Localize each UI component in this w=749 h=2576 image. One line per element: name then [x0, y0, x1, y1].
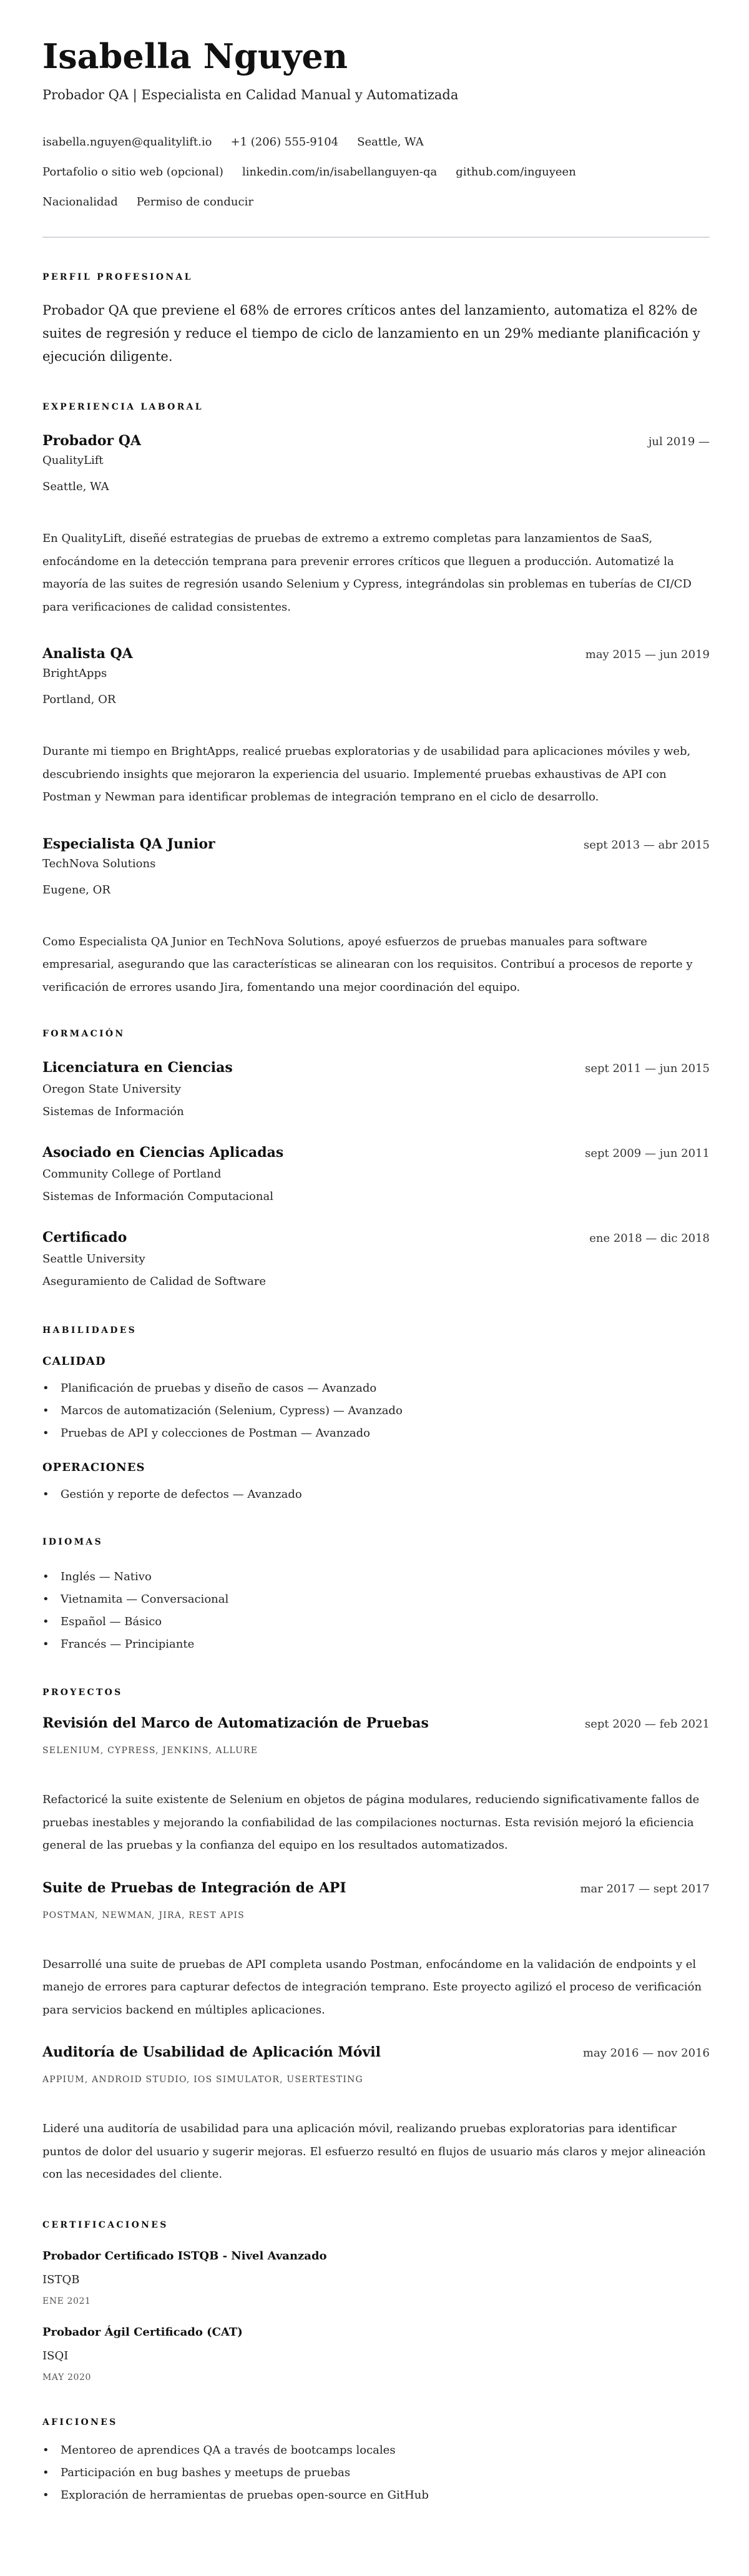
- education-dates: sept 2011 — jun 2015: [585, 1062, 710, 1075]
- education-header: [42, 1058, 710, 1078]
- contact-item[interactable]: isabella.nguyen@qualitylift.io: [42, 135, 212, 149]
- project-title: Auditoría de Usabilidad de Aplicación Móvil: [42, 2044, 381, 2060]
- project-header: [42, 1714, 710, 1734]
- section-heading: EXPERIENCIA LABORAL: [42, 402, 203, 412]
- field-of-study: Sistemas de Información: [42, 1105, 184, 1118]
- school-name: Oregon State University: [42, 1083, 181, 1096]
- section-heading: CERTIFICACIONES: [42, 2220, 169, 2230]
- project-entry: [42, 1714, 710, 1857]
- header-divider: [42, 237, 710, 238]
- education-section: [42, 1028, 710, 1291]
- school-name: Seattle University: [42, 1252, 145, 1266]
- job-title: Especialista QA Junior: [42, 835, 215, 852]
- section-heading: PROYECTOS: [42, 1688, 123, 1698]
- contact-item[interactable]: +1 (206) 555-9104: [230, 135, 339, 149]
- school-name: Community College of Portland: [42, 1168, 222, 1181]
- certification-issuer: ISTQB: [42, 2273, 80, 2286]
- job-header: [42, 644, 710, 664]
- education-header: [42, 1143, 710, 1163]
- contact-row: [42, 134, 710, 150]
- skill-list: [42, 1483, 710, 1506]
- education-entry: [42, 1143, 710, 1206]
- language-item: • Inglés — Nativo: [42, 1566, 710, 1588]
- contact-item: Portafolio o sitio web (opcional): [42, 165, 223, 179]
- contact-item[interactable]: github.com/inguyeen: [456, 165, 576, 179]
- skill-group-heading: OPERACIONES: [42, 1461, 145, 1474]
- hobbies-section: [42, 2416, 710, 2507]
- project-description: Refactoricé la suite existente de Selenium en objetos de página modulares, reduciendo significativamente fallos de pruebas inestables y mejorando la confiabilidad de las compilaciones nocturnas. Esta revisión mejoró la eficiencia general de las pruebas y la confianza del equipo en los resultados automatizados.: [42, 1793, 700, 1852]
- job-header: [42, 431, 710, 451]
- hobby-item: • Exploración de herramientas de pruebas open-source en GitHub: [42, 2484, 710, 2507]
- summary-text: Probador QA que previene el 68% de errores críticos antes del lanzamiento, automatiza el 82% de suites de regresión y reduce el tiempo de ciclo de lanzamiento en un 29% mediante planificación y ejecución diligente.: [42, 303, 700, 364]
- project-header: [42, 1879, 710, 1899]
- project-tech-tags: SELENIUM, CYPRESS, JENKINS, ALLURE: [42, 1746, 258, 1756]
- skills-section: [42, 1324, 710, 1506]
- project-description: Desarrollé una suite de pruebas de API completa usando Postman, enfocándome en la validación de endpoints y el manejo de errores para capturar defectos de integración temprano. Este proyecto agilizó el proceso de verificación para servicios backend en múltiples aplicaciones.: [42, 1957, 702, 2017]
- field-of-study: Sistemas de Información Computacional: [42, 1190, 273, 1203]
- contact-item: Seattle, WA: [357, 135, 424, 149]
- education-dates: ene 2018 — dic 2018: [589, 1232, 710, 1245]
- project-dates: mar 2017 — sept 2017: [580, 1882, 710, 1895]
- section-heading: IDIOMAS: [42, 1537, 104, 1547]
- candidate-headline: Probador QA | Especialista en Calidad Manual y Automatizada: [42, 87, 459, 102]
- degree: Certificado: [42, 1229, 127, 1246]
- project-description: Lideré una auditoría de usabilidad para una aplicación móvil, realizando pruebas exploratorias para identificar puntos de dolor del usuario y sugerir mejoras. El esfuerzo resultó en flujos de usuario más claros y mejor alineación con las necesidades del cliente.: [42, 2122, 706, 2181]
- job-description: Durante mi tiempo en BrightApps, realicé pruebas exploratorias y de usabilidad para aplicaciones móviles y web, descubriendo insights que mejoraron la experiencia del usuario. Implementé pruebas exhaustivas de API con Postman y Newman para identificar problemas de integración temprano en el ciclo de desarrollo.: [42, 745, 691, 804]
- resume-header: [42, 36, 710, 210]
- project-header: [42, 2043, 710, 2063]
- language-item: • Vietnamita — Conversacional: [42, 1588, 710, 1611]
- skill-item: • Marcos de automatización (Selenium, Cypress) — Avanzado: [42, 1400, 710, 1422]
- project-entry: [42, 1879, 710, 2022]
- project-tech-tags: APPIUM, ANDROID STUDIO, IOS SIMULATOR, USERTESTING: [42, 2075, 363, 2085]
- contact-item: Permiso de conducir: [136, 195, 253, 209]
- contact-row: [42, 194, 710, 210]
- job-description: Como Especialista QA Junior en TechNova Solutions, apoyé esfuerzos de pruebas manuales para software empresarial, asegurando que las características se alinearan con los requisitos. Contribuí a procesos de reporte y verificación de errores usando Jira, fomentando una mejor coordinación del equipo.: [42, 935, 693, 994]
- contact-info: [42, 134, 710, 210]
- project-dates: may 2016 — nov 2016: [582, 2047, 710, 2060]
- hobby-item: • Mentoreo de aprendices QA a través de bootcamps locales: [42, 2439, 710, 2462]
- job-location: Portland, OR: [42, 693, 116, 706]
- language-item: • Español — Básico: [42, 1611, 710, 1633]
- job-company: BrightApps: [42, 667, 107, 680]
- contact-row: [42, 164, 710, 180]
- degree: Licenciatura en Ciencias: [42, 1059, 233, 1076]
- certifications-section: [42, 2219, 710, 2384]
- certification-name: Probador Certificado ISTQB - Nivel Avanzado: [42, 2249, 327, 2263]
- summary-section: [42, 271, 710, 368]
- job-company: TechNova Solutions: [42, 857, 156, 870]
- job-entry: [42, 431, 710, 619]
- job-dates: sept 2013 — abr 2015: [583, 838, 710, 852]
- job-dates: may 2015 — jun 2019: [585, 648, 710, 661]
- certification-name: Probador Ágil Certificado (CAT): [42, 2325, 243, 2339]
- education-entry: [42, 1058, 710, 1121]
- skill-group-heading: CALIDAD: [42, 1355, 106, 1368]
- section-heading: FORMACIÓN: [42, 1029, 125, 1039]
- skill-item: • Planificación de pruebas y diseño de casos — Avanzado: [42, 1377, 710, 1400]
- projects-section: [42, 1686, 710, 2186]
- degree: Asociado en Ciencias Aplicadas: [42, 1144, 284, 1161]
- certification-date: MAY 2020: [42, 2372, 91, 2382]
- certification-entry: [42, 2248, 710, 2308]
- section-heading: AFICIONES: [42, 2417, 118, 2427]
- languages-section: [42, 1536, 710, 1656]
- project-title: Revisión del Marco de Automatización de Pruebas: [42, 1715, 429, 1731]
- project-entry: [42, 2043, 710, 2186]
- job-company: QualityLift: [42, 454, 104, 467]
- section-heading: HABILIDADES: [42, 1325, 137, 1335]
- contact-item: Nacionalidad: [42, 195, 118, 209]
- education-dates: sept 2009 — jun 2011: [585, 1147, 710, 1160]
- project-title: Suite de Pruebas de Integración de API: [42, 1879, 346, 1896]
- job-header: [42, 835, 710, 855]
- contact-item[interactable]: linkedin.com/in/isabellanguyen-qa: [242, 165, 438, 179]
- skill-item: • Gestión y reporte de defectos — Avanzado: [42, 1483, 710, 1506]
- candidate-name: Isabella Nguyen: [42, 36, 348, 76]
- job-location: Eugene, OR: [42, 883, 110, 897]
- job-location: Seattle, WA: [42, 480, 109, 493]
- hobby-item: • Participación en bug bashes y meetups de pruebas: [42, 2462, 710, 2484]
- section-heading: PERFIL PROFESIONAL: [42, 272, 193, 282]
- education-header: [42, 1228, 710, 1248]
- job-title: Probador QA: [42, 433, 141, 449]
- certification-date: ENE 2021: [42, 2296, 91, 2306]
- project-tech-tags: POSTMAN, NEWMAN, JIRA, REST APIS: [42, 1910, 245, 1920]
- job-description: En QualityLift, diseñé estrategias de pruebas de extremo a extremo completas para lanzamientos de SaaS, enfocándome en la detección temprana para prevenir errores críticos que lleguen a producción. Automatizé la mayoría de las suites de regresión usando Selenium y Cypress, integrándolas sin problemas en tuberías de CI/CD para verificaciones de calidad consistentes.: [42, 532, 692, 614]
- certification-issuer: ISQI: [42, 2349, 69, 2362]
- job-dates: jul 2019 —: [648, 435, 710, 448]
- skill-item: • Pruebas de API y colecciones de Postman — Avanzado: [42, 1422, 710, 1445]
- language-item: • Francés — Principiante: [42, 1633, 710, 1656]
- job-entry: [42, 644, 710, 809]
- project-dates: sept 2020 — feb 2021: [585, 1718, 710, 1731]
- experience-section: [42, 401, 710, 999]
- job-title: Analista QA: [42, 646, 133, 662]
- education-entry: [42, 1228, 710, 1291]
- job-entry: [42, 835, 710, 1000]
- field-of-study: Aseguramiento de Calidad de Software: [42, 1275, 266, 1288]
- certification-entry: [42, 2324, 710, 2384]
- skill-list: [42, 1377, 710, 1445]
